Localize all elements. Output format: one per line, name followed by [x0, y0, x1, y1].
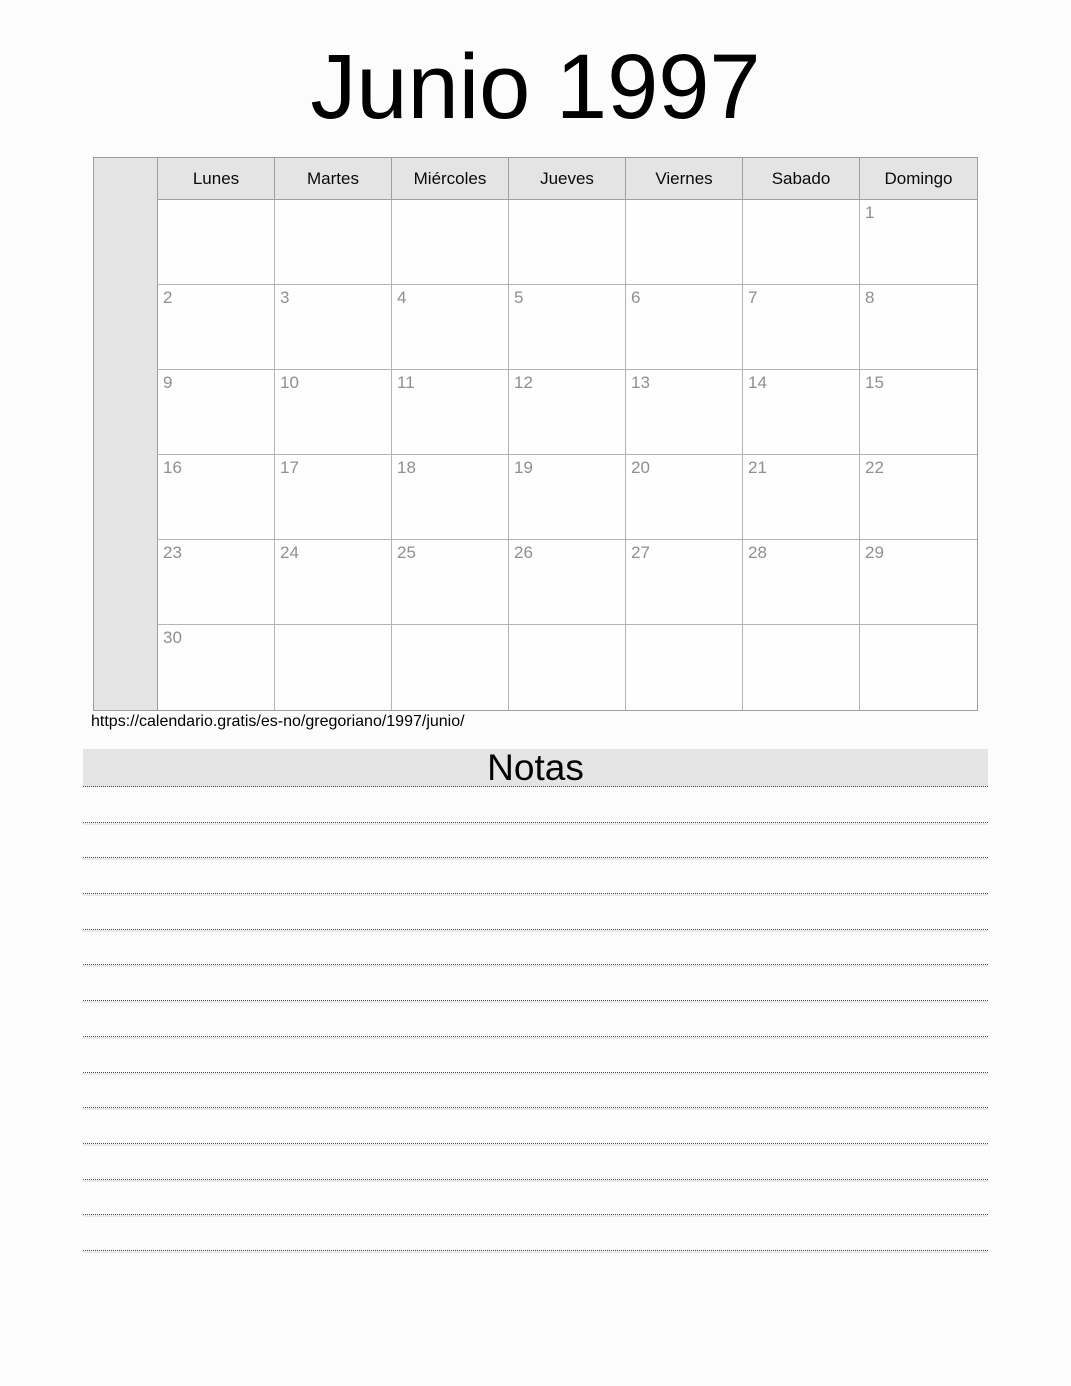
day-cell — [275, 200, 392, 285]
day-cell: 5 — [509, 285, 626, 370]
day-cell — [743, 200, 860, 285]
day-cell — [275, 625, 392, 710]
note-line — [83, 1037, 988, 1073]
day-cell: 29 — [860, 540, 977, 625]
weekday-header-viernes: Viernes — [626, 158, 743, 200]
source-url: https://calendario.gratis/es-no/gregoriano/1997/junio/ — [91, 713, 465, 730]
day-cell: 7 — [743, 285, 860, 370]
day-cell: 22 — [860, 455, 977, 540]
day-cell: 4 — [392, 285, 509, 370]
day-cell: 20 — [626, 455, 743, 540]
note-line — [83, 1215, 988, 1251]
day-cell: 1 — [860, 200, 977, 285]
day-cell: 12 — [509, 370, 626, 455]
day-cell — [509, 200, 626, 285]
day-cell — [392, 200, 509, 285]
day-cell: 28 — [743, 540, 860, 625]
day-cell: 11 — [392, 370, 509, 455]
day-cell: 9 — [158, 370, 275, 455]
day-cell — [392, 625, 509, 710]
day-cell: 18 — [392, 455, 509, 540]
calendar-table — [93, 157, 978, 711]
day-cell: 2 — [158, 285, 275, 370]
note-line — [83, 858, 988, 894]
day-cell — [743, 625, 860, 710]
day-cell: 24 — [275, 540, 392, 625]
day-cell: 30 — [158, 625, 275, 710]
weekday-header-lunes: Lunes — [158, 158, 275, 200]
day-cell: 23 — [158, 540, 275, 625]
weekday-header-domingo: Domingo — [860, 158, 977, 200]
page-title: Junio 1997 — [310, 36, 761, 138]
day-cell — [626, 625, 743, 710]
weekday-header-miercoles: Miércoles — [392, 158, 509, 200]
note-line — [83, 823, 988, 859]
day-cell: 17 — [275, 455, 392, 540]
note-line — [83, 1001, 988, 1037]
day-cell: 19 — [509, 455, 626, 540]
day-cell: 3 — [275, 285, 392, 370]
weekday-header-sabado: Sabado — [743, 158, 860, 200]
day-cell: 25 — [392, 540, 509, 625]
notes-header — [83, 749, 988, 787]
notes-title: Notas — [487, 747, 584, 788]
note-line — [83, 1144, 988, 1180]
day-cell: 10 — [275, 370, 392, 455]
day-cell: 26 — [509, 540, 626, 625]
day-cell: 14 — [743, 370, 860, 455]
day-cell: 13 — [626, 370, 743, 455]
day-cell: 15 — [860, 370, 977, 455]
day-cell — [158, 200, 275, 285]
day-cell — [626, 200, 743, 285]
weekday-header-martes: Martes — [275, 158, 392, 200]
note-line — [83, 1073, 988, 1109]
note-line — [83, 930, 988, 966]
note-line — [83, 787, 988, 823]
day-cell: 27 — [626, 540, 743, 625]
note-line — [83, 1180, 988, 1216]
calendar-left-spacer — [94, 158, 158, 710]
day-cell: 21 — [743, 455, 860, 540]
day-cell: 8 — [860, 285, 977, 370]
notes-lines-area — [83, 787, 988, 1251]
day-cell — [860, 625, 977, 710]
note-line — [83, 965, 988, 1001]
note-line — [83, 1108, 988, 1144]
day-cell: 6 — [626, 285, 743, 370]
weekday-header-jueves: Jueves — [509, 158, 626, 200]
day-cell — [509, 625, 626, 710]
day-cell: 16 — [158, 455, 275, 540]
note-line — [83, 894, 988, 930]
